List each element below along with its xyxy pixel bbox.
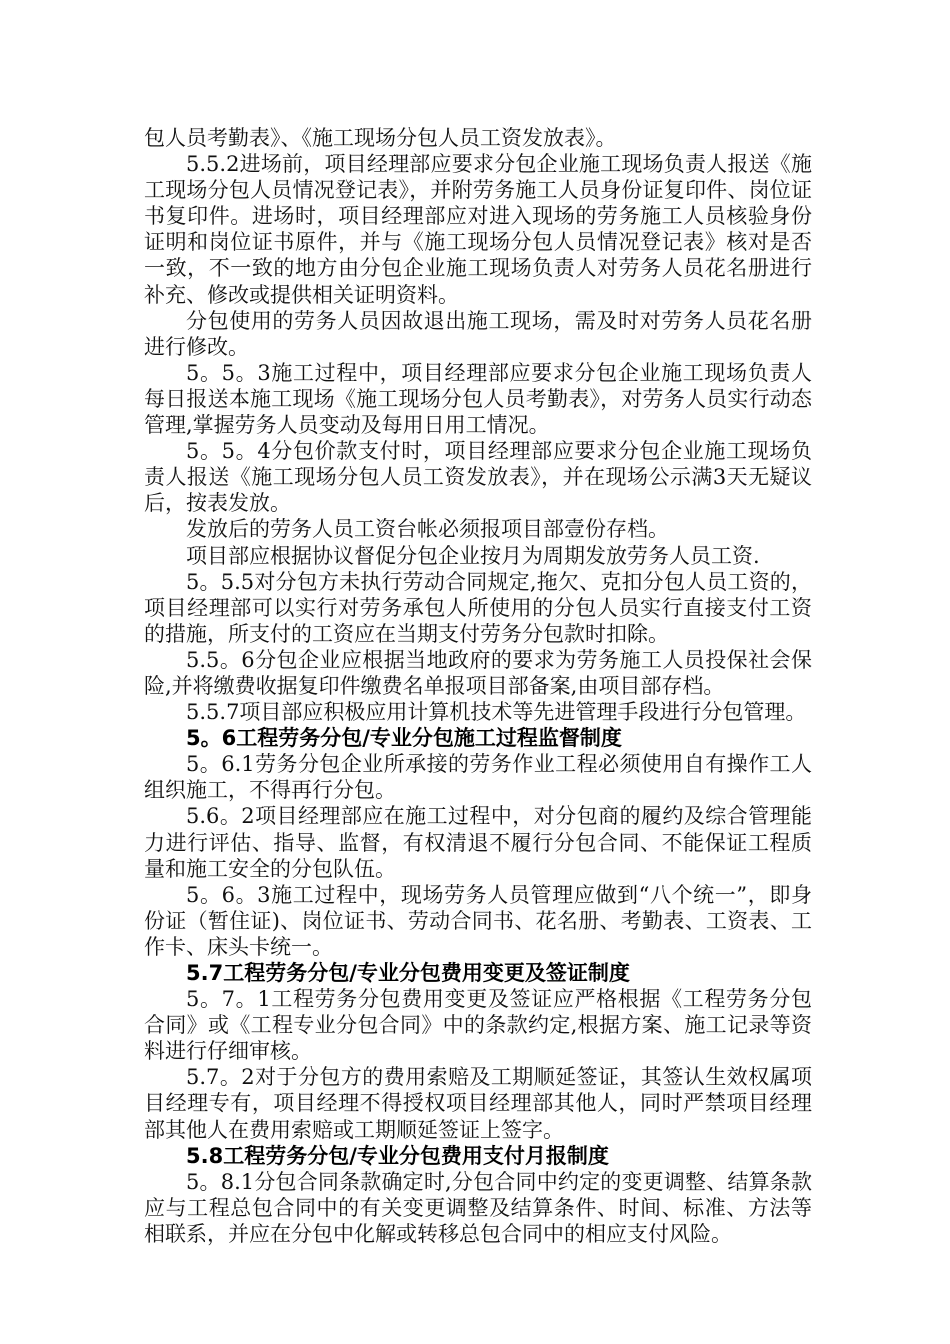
paragraph-5-5-4: 5。5。4分包价款支付时，项目经理部应要求分包企业施工现场负责人报送《施工现场分包人员工资发放表》，并在现场公示满3天无疑议后，按表发放。 [144, 439, 812, 516]
paragraph-continuation: 包人员考勤表》、《施工现场分包人员工资发放表》。 [144, 126, 617, 150]
paragraph-5-7-1: 5。7。1工程劳务分包费用变更及签证应严格根据《工程劳务分包合同》或《工程专业分包合同》中的条款约定,根据方案、施工记录等资料进行仔细审核。 [144, 987, 812, 1064]
paragraph-5-5-6: 5.5。6分包企业应根据当地政府的要求为劳务施工人员投保社会保险,并将缴费收据复印件缴费名单报项目部备案,由项目部存档。 [144, 647, 812, 698]
document-page [144, 125, 812, 1247]
paragraph-wage-ledger: 发放后的劳务人员工资台帐必须报项目部壹份存档。 [186, 517, 669, 542]
paragraph-5-7-2: 5.7。2对于分包方的费用索赔及工期顺延签证，其签认生效权属项目经理专有，项目经理不得授权项目经理部其他人，同时严禁项目经理部其他人在费用索赔或工期顺延签证上签字。 [144, 1065, 812, 1142]
paragraph-monthly-wages: 项目部应根据协议督促分包企业按月为周期发放劳务人员工资. [186, 543, 760, 568]
paragraph-5-6-2: 5.6。2项目经理部应在施工过程中，对分包商的履约及综合管理能力进行评估、指导、监督，有权清退不履行分包合同、不能保证工程质量和施工安全的分包队伍。 [144, 804, 812, 881]
section-heading-5-8: 5.8工程劳务分包/专业分包费用支付月报制度 [186, 1143, 609, 1168]
paragraph-roster-update: 分包使用的劳务人员因故退出施工现场，需及时对劳务人员花名册进行修改。 [144, 308, 812, 359]
paragraph-5-5-7: 5.5.7项目部应积极应用计算机技术等先进管理手段进行分包管理。 [186, 700, 807, 725]
paragraph-5-5-2: 5.5.2进场前，项目经理部应要求分包企业施工现场负责人报送《施工现场分包人员情况登记表》，并附劳务施工人员身份证复印件、岗位证书复印件。进场时，项目经理部应对进入现场的劳务施工人员核验身份证明和岗位证书原件，并与《施工现场分包人员情况登记表》核对是否一致，不一致的地方由分包企业施工现场负责人对劳务人员花名册进行补充、修改或提供相关证明资料。 [144, 152, 812, 307]
paragraph-5-5-5: 5。5.5对分包方未执行劳动合同规定,拖欠、克扣分包人员工资的，项目经理部可以实行对劳务承包人所使用的分包人员实行直接支付工资的措施，所支付的工资应在当期支付劳务分包款时扣除。 [144, 569, 812, 646]
paragraph-5-5-3: 5。5。3施工过程中，项目经理部应要求分包企业施工现场负责人每日报送本施工现场《施工现场分包人员考勤表》，对劳务人员实行动态管理,掌握劳务人员变动及每用日用工情况。 [144, 360, 812, 438]
section-heading-5-6: 5。6工程劳务分包/专业分包施工过程监督制度 [186, 726, 622, 751]
paragraph-5-6-1: 5。6.1劳务分包企业所承接的劳务作业工程必须使用自有操作工人组织施工，不得再行分包。 [144, 752, 812, 803]
paragraph-5-6-3: 5。6。3施工过程中，现场劳务人员管理应做到“八个统一”，即身份证（暂住证)、岗位证书、劳动合同书、花名册、考勤表、工资表、工作卡、床头卡统一。 [144, 882, 812, 959]
section-heading-5-7: 5.7工程劳务分包/专业分包费用变更及签证制度 [186, 961, 630, 985]
paragraph-5-8-1: 5。8.1分包合同条款确定时,分包合同中约定的变更调整、结算条款应与工程总包合同中的有关变更调整及结算条件、时间、标准、方法等相联系，并应在分包中化解或转移总包合同中的相应支付风险。 [144, 1169, 812, 1246]
